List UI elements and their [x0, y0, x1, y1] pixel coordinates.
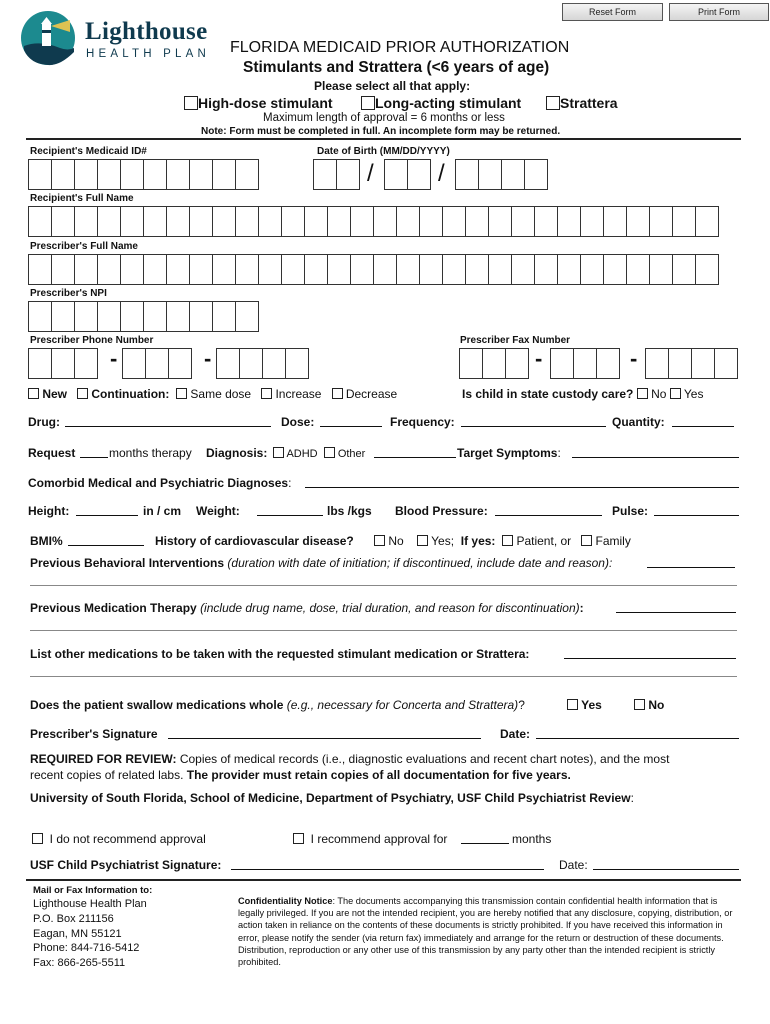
cardio-question: History of cardiovascular disease? [155, 534, 354, 548]
colon: : [557, 446, 561, 460]
height-unit: in / cm [143, 504, 182, 518]
comorbid-label [28, 476, 291, 490]
custody-yes-label: Yes [683, 387, 704, 401]
lighthouse-logo-icon [20, 10, 76, 66]
high-dose-label: High-dose stimulant [198, 95, 333, 111]
incomplete-note: Note: Form must be completed in full. An incomplete form may be returned. [201, 126, 561, 137]
swallow-row [30, 698, 525, 712]
recommend-checkbox[interactable] [293, 833, 304, 844]
behavioral-line[interactable] [30, 585, 737, 586]
usf-review-label [30, 791, 634, 805]
npi-label: Prescriber's NPI [30, 288, 107, 299]
question-mark: ? [518, 698, 525, 712]
custody-no-label: No [651, 387, 667, 401]
swallow-note: (e.g., necessary for Concerta and Strattera) [286, 698, 519, 712]
phone-area-input[interactable] [28, 348, 97, 379]
signature-date-label: Date: [500, 727, 531, 741]
medication-input[interactable] [616, 602, 736, 613]
fax-prefix-input[interactable] [550, 348, 619, 379]
weight-input[interactable] [257, 505, 323, 516]
select-all-label: Please select all that apply: [314, 79, 471, 93]
custody-row [462, 387, 703, 401]
medicaid-id-input[interactable] [28, 159, 258, 190]
full-name-label: Recipient's Full Name [30, 193, 134, 204]
not-recommend-label: I do not recommend approval [49, 832, 206, 846]
medication-line[interactable] [30, 630, 737, 631]
decrease-label: Decrease [345, 387, 398, 401]
behavioral-note: (duration with date of initiation; if discontinued, include date and reason): [227, 556, 613, 570]
cardio-no-checkbox[interactable] [374, 535, 385, 546]
patient-checkbox[interactable] [502, 535, 513, 546]
adhd-checkbox[interactable] [273, 447, 284, 458]
confidentiality-notice [238, 895, 738, 968]
dose-input[interactable] [320, 416, 382, 427]
reset-form-button[interactable]: Reset Form [562, 3, 663, 21]
option-strattera [546, 95, 618, 111]
strattera-label: Strattera [560, 95, 618, 111]
phone-dash: - [204, 346, 212, 371]
weight-label: Weight: [196, 504, 240, 518]
logo-text: Lighthouse [85, 18, 208, 45]
other-meds-label: List other medications to be taken with the requested stimulant medication or Strattera: [30, 647, 530, 661]
mail-address [33, 897, 147, 971]
medication-note: (include drug name, dose, trial duration, and reason for discontinuation) [200, 601, 580, 615]
custody-yes-checkbox[interactable] [670, 388, 681, 399]
dob-month-input[interactable] [313, 159, 359, 190]
behavioral-input[interactable] [647, 557, 735, 568]
swallow-yes-checkbox[interactable] [567, 699, 578, 710]
comorbid-text: Comorbid Medical and Psychiatric Diagnoses [28, 476, 289, 490]
patient-label: Patient, or [516, 534, 572, 548]
not-recommend-checkbox[interactable] [32, 833, 43, 844]
medication-label: Previous Medication Therapy [30, 601, 197, 615]
address-line: Eagan, MN 55121 [33, 927, 122, 940]
continuation-label: Continuation: [91, 387, 170, 401]
request-label: Request [28, 446, 76, 460]
fax-line: Fax: 866-265-5511 [33, 957, 126, 970]
colon: : [579, 601, 584, 615]
dose-label: Dose: [281, 415, 315, 429]
strattera-checkbox[interactable] [546, 96, 560, 110]
swallow-no-checkbox[interactable] [634, 699, 645, 710]
divider [26, 138, 741, 140]
frequency-label: Frequency: [390, 415, 455, 429]
quantity-label: Quantity: [612, 415, 665, 429]
fax-line-input[interactable] [645, 348, 737, 379]
cardio-no-label: No [388, 534, 404, 548]
months-label: months [512, 832, 552, 846]
new-label: New [42, 387, 68, 401]
cardio-yes-label: Yes; [431, 534, 455, 548]
dob-year-input[interactable] [455, 159, 547, 190]
prescriber-name-input[interactable] [28, 254, 718, 285]
adhd-label: ADHD [286, 448, 318, 460]
fax-area-input[interactable] [459, 348, 528, 379]
custody-question: Is child in state custody care? [462, 387, 634, 401]
bmi-label: BMI% [30, 534, 63, 548]
usf-review-text: University of South Florida, School of Medicine, Department of Psychiatry, USF Child Psychiatrist Review [30, 791, 631, 805]
fax-label: Prescriber Fax Number [460, 335, 571, 346]
quantity-input[interactable] [672, 416, 734, 427]
npi-input[interactable] [28, 301, 258, 332]
request-months-input[interactable] [80, 447, 108, 458]
increase-checkbox[interactable] [261, 388, 272, 399]
target-symptoms-input[interactable] [572, 447, 739, 458]
usf-date-label: Date: [559, 858, 588, 872]
recommend-option [293, 832, 447, 846]
required-label: REQUIRED FOR REVIEW: [30, 752, 177, 766]
dob-label: Date of Birth (MM/DD/YYYY) [317, 146, 450, 157]
option-high-dose [184, 95, 333, 111]
weight-unit: lbs /kgs [327, 504, 372, 518]
option-long-acting [361, 95, 521, 111]
print-form-button[interactable]: Print Form [669, 3, 769, 21]
form-title: FLORIDA MEDICAID PRIOR AUTHORIZATION [230, 39, 570, 56]
prescriber-name-label: Prescriber's Full Name [30, 241, 138, 252]
dob-day-input[interactable] [384, 159, 430, 190]
bmi-input[interactable] [68, 535, 144, 546]
other-meds-line[interactable] [30, 676, 737, 677]
address-line: Lighthouse Health Plan [33, 898, 147, 910]
mail-title: Mail or Fax Information to: [33, 885, 153, 896]
phone-line-input[interactable] [216, 348, 308, 379]
height-input[interactable] [76, 505, 138, 516]
high-dose-checkbox[interactable] [184, 96, 198, 110]
bp-input[interactable] [495, 505, 602, 516]
medicaid-id-label: Recipient's Medicaid ID# [30, 146, 147, 157]
months-therapy-label: months therapy [109, 446, 192, 460]
target-symptoms-text: Target Symptoms [457, 446, 558, 460]
drug-label: Drug: [28, 415, 60, 429]
confidentiality-title: Confidentiality Notice [238, 896, 333, 906]
signature-input[interactable] [168, 728, 481, 739]
required-line2 [30, 768, 571, 782]
long-acting-label: Long-acting stimulant [375, 95, 522, 111]
max-length-note: Maximum length of approval = 6 months or less [263, 112, 505, 124]
same-dose-label: Same dose [190, 387, 252, 401]
frequency-input[interactable] [461, 416, 606, 427]
address-line: P.O. Box 211156 [33, 912, 114, 925]
usf-signature-label: USF Child Psychiatrist Signature: [30, 858, 222, 872]
request-type-row [28, 387, 397, 401]
other-checkbox[interactable] [324, 447, 335, 458]
confidentiality-text: : The documents accompanying this transmission contain confidential health information that is legally privileged. If you are not the intended recipient, you are hereby notified that any disclosure, copying, distribution, or action taken in reliance on the contents of these documents is strictly prohibited. If you have received this information in error, please notify the sender (via return fax) immediately and arrange for the return or destruction of these documents. Distribution, reproduction or any other use of this transmission by any party other than the intended recipient is strictly prohibited. [238, 896, 733, 968]
retain-copies-note: The provider must retain copies of all documentation for five years. [186, 768, 571, 782]
phone-prefix-input[interactable] [122, 348, 191, 379]
family-checkbox[interactable] [581, 535, 592, 546]
behavioral-row [30, 556, 612, 570]
full-name-input[interactable] [28, 206, 718, 237]
cardio-yes-checkbox[interactable] [417, 535, 428, 546]
colon: : [630, 791, 634, 805]
swallow-yes [567, 698, 602, 712]
swallow-label: Does the patient swallow medications whole [30, 698, 284, 712]
medication-row [30, 601, 584, 615]
height-label: Height: [28, 504, 70, 518]
behavioral-label: Previous Behavioral Interventions [30, 556, 225, 570]
phone-label: Prescriber Phone Number [30, 335, 154, 346]
continuation-checkbox[interactable] [77, 388, 88, 399]
long-acting-checkbox[interactable] [361, 96, 375, 110]
target-symptoms-label [457, 446, 561, 460]
other-meds-input[interactable] [564, 648, 736, 659]
pulse-input[interactable] [654, 505, 739, 516]
same-dose-checkbox[interactable] [176, 388, 187, 399]
other-label: Other [337, 448, 366, 460]
drug-input[interactable] [65, 416, 271, 427]
required-text2: recent copies of related labs. [30, 768, 184, 782]
colon: : [288, 476, 292, 490]
phone-line: Phone: 844-716-5412 [33, 942, 140, 955]
not-recommend-option [32, 832, 206, 846]
usf-signature-input[interactable] [231, 859, 544, 870]
logo-subtext: HEALTH PLAN [86, 48, 210, 60]
new-checkbox[interactable] [28, 388, 39, 399]
fax-dash: - [630, 346, 638, 371]
other-diagnosis-input[interactable] [374, 447, 456, 458]
if-yes-label: If yes: [460, 534, 496, 548]
usf-date-input[interactable] [593, 859, 739, 870]
dob-slash: / [438, 160, 445, 187]
cardio-options [374, 534, 631, 548]
required-line1 [30, 752, 669, 766]
dob-slash: / [367, 160, 374, 187]
comorbid-input[interactable] [305, 477, 739, 488]
fax-dash: - [535, 346, 543, 371]
recommend-months-input[interactable] [461, 833, 509, 844]
diagnosis-options [273, 447, 365, 460]
swallow-no [634, 698, 664, 712]
increase-label: Increase [275, 387, 322, 401]
required-text: Copies of medical records (i.e., diagnostic evaluations and recent chart notes), and the most [179, 752, 670, 766]
signature-label: Prescriber's Signature [30, 727, 158, 741]
custody-no-checkbox[interactable] [637, 388, 648, 399]
bp-label: Blood Pressure: [395, 504, 488, 518]
family-label: Family [595, 534, 631, 548]
diagnosis-label: Diagnosis: [206, 446, 268, 460]
swallow-no-label: No [648, 698, 665, 712]
footer-divider [26, 879, 741, 881]
form-subtitle: Stimulants and Strattera (<6 years of age) [243, 59, 550, 76]
phone-dash: - [110, 346, 118, 371]
recommend-label: I recommend approval for [310, 832, 448, 846]
swallow-yes-label: Yes [581, 698, 602, 712]
decrease-checkbox[interactable] [332, 388, 343, 399]
signature-date-input[interactable] [536, 728, 739, 739]
pulse-label: Pulse: [612, 504, 649, 518]
